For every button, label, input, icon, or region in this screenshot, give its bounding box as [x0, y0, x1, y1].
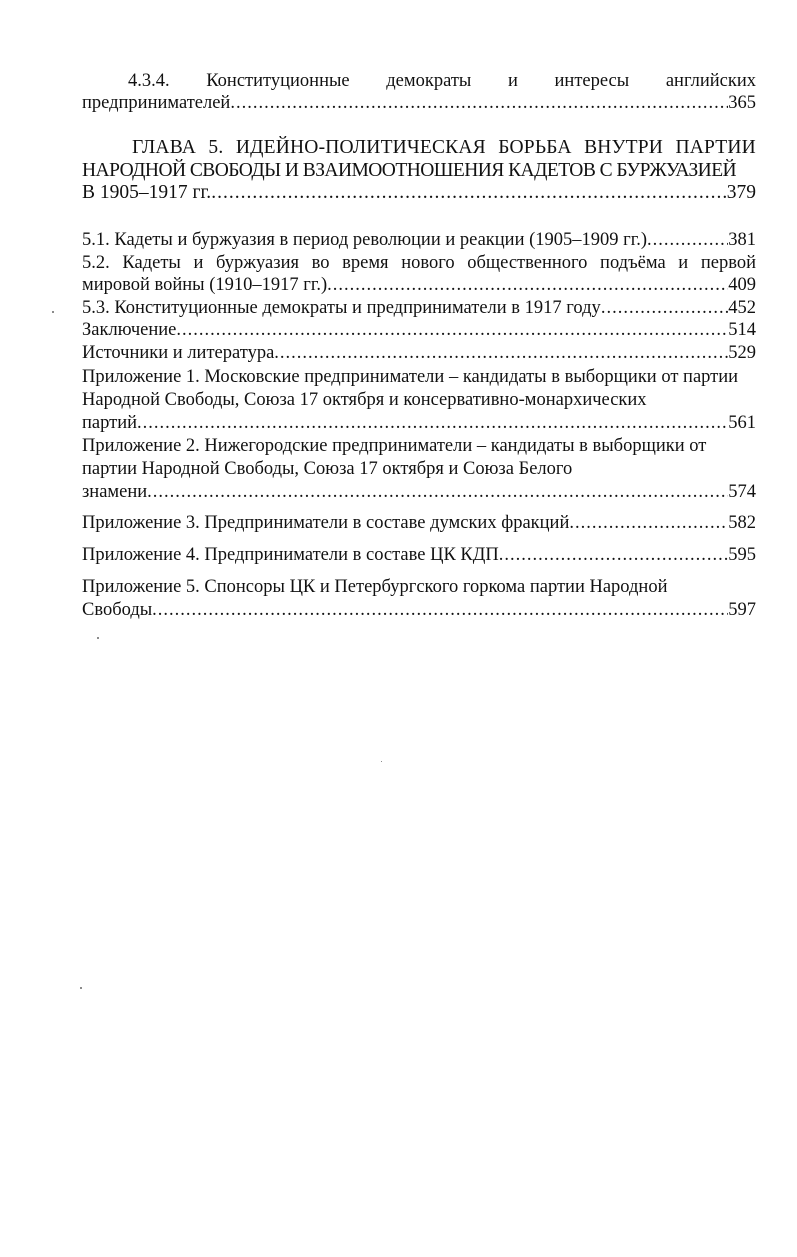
leader-dots [230, 92, 728, 114]
leader-dots [147, 481, 728, 503]
toc-entry-label: Приложение 4. Предприниматели в составе ЦК КДП [82, 545, 499, 565]
leader-dots [569, 512, 728, 534]
toc-entry-app1-line3 [82, 412, 756, 434]
toc-word: демократы [386, 71, 472, 91]
heading-word: ИДЕЙНО-ПОЛИТИЧЕСКАЯ [235, 137, 486, 158]
toc-entry-app1-line2: Народной Свободы, Союза 17 октября и консервативно-монархических [82, 390, 647, 410]
chapter5-heading-line1 [132, 137, 756, 159]
toc-entry-52-line1: 5.2. Кадеты и буржуазия во время нового общественного подъёма и первой [82, 253, 756, 273]
page-number: 574 [728, 482, 756, 502]
heading-word: ВНУТРИ [584, 137, 664, 158]
toc-entry-label: Заключение [82, 320, 177, 340]
toc-entry-sources [82, 342, 756, 364]
toc-entry-app3 [82, 512, 756, 534]
page-number: 379 [726, 182, 756, 203]
toc-entry-53 [82, 297, 756, 319]
toc-entry-label: 5.1. Кадеты и буржуазия в период революции и реакции (1905–1909 гг.) [82, 230, 647, 250]
scan-speck [97, 637, 99, 639]
leader-dots [137, 412, 728, 434]
page-number: 595 [728, 545, 756, 565]
toc-entry-52-line2 [82, 274, 756, 296]
toc-word: английских [665, 71, 756, 91]
page-number: 561 [728, 413, 756, 433]
page-number: 529 [728, 343, 756, 363]
toc-entry-label: Свободы [82, 600, 153, 620]
toc-entry-label: 5.3. Конституционные демократы и предприниматели в 1917 году [82, 298, 601, 318]
toc-entry-app4 [82, 544, 756, 566]
scan-speck [381, 761, 382, 762]
toc-entry-434-line1 [128, 70, 756, 92]
toc-entry-434-line2 [82, 92, 756, 114]
toc-word: 4.3.4. [128, 71, 170, 91]
toc-entry-label: Источники и литература [82, 343, 275, 363]
heading-word: БОРЬБА [498, 137, 572, 158]
toc-entry-app2-line3 [82, 481, 756, 503]
chapter5-heading-line3 [82, 182, 756, 204]
toc-word: Конституционные [206, 71, 350, 91]
page-number: 381 [728, 230, 756, 250]
scan-speck [52, 311, 54, 313]
leader-dots [327, 274, 728, 296]
heading-word: ГЛАВА [132, 137, 196, 158]
leader-dots [152, 599, 728, 621]
page-number: 452 [728, 298, 756, 318]
chapter5-heading-line2: НАРОДНОЙ СВОБОДЫ И ВЗАИМООТНОШЕНИЯ КАДЕТОВ С БУРЖУАЗИЕЙ [82, 160, 737, 181]
toc-entry-app5-line2 [82, 599, 756, 621]
leader-dots [176, 319, 728, 341]
toc-word: и [507, 71, 518, 91]
toc-entry-label: В 1905–1917 гг. [82, 182, 212, 203]
page-number: 409 [728, 275, 756, 295]
toc-entry-label: предпринимателей [82, 93, 231, 113]
toc-entry-label: знамени [82, 482, 148, 502]
page-number: 582 [728, 513, 756, 533]
leader-dots [274, 342, 728, 364]
page-number: 597 [728, 600, 756, 620]
toc-entry-label: партий [82, 413, 138, 433]
leader-dots [499, 544, 729, 566]
toc-entry-label: мировой войны (1910–1917 гг.) [82, 275, 328, 295]
page-number: 514 [728, 320, 756, 340]
leader-dots [601, 297, 728, 319]
heading-word: 5. [208, 137, 224, 158]
toc-entry-conclusion [82, 319, 756, 341]
toc-word: интересы [554, 71, 630, 91]
heading-word: ПАРТИИ [675, 137, 756, 158]
toc-entry-label: Приложение 3. Предприниматели в составе думских фракций [82, 513, 570, 533]
leader-dots [211, 182, 727, 204]
page-number: 365 [728, 93, 756, 113]
toc-entry-51 [82, 229, 756, 251]
toc-entry-app2-line1: Приложение 2. Нижегородские предприниматели – кандидаты в выборщики от [82, 436, 707, 456]
toc-entry-app5-line1: Приложение 5. Спонсоры ЦК и Петербургского горкома партии Народной [82, 577, 668, 597]
leader-dots [647, 229, 728, 251]
toc-entry-app1-line1: Приложение 1. Московские предприниматели – кандидаты в выборщики от партии [82, 367, 739, 387]
scan-speck [80, 987, 82, 989]
toc-entry-app2-line2: партии Народной Свободы, Союза 17 октября и Союза Белого [82, 459, 573, 479]
